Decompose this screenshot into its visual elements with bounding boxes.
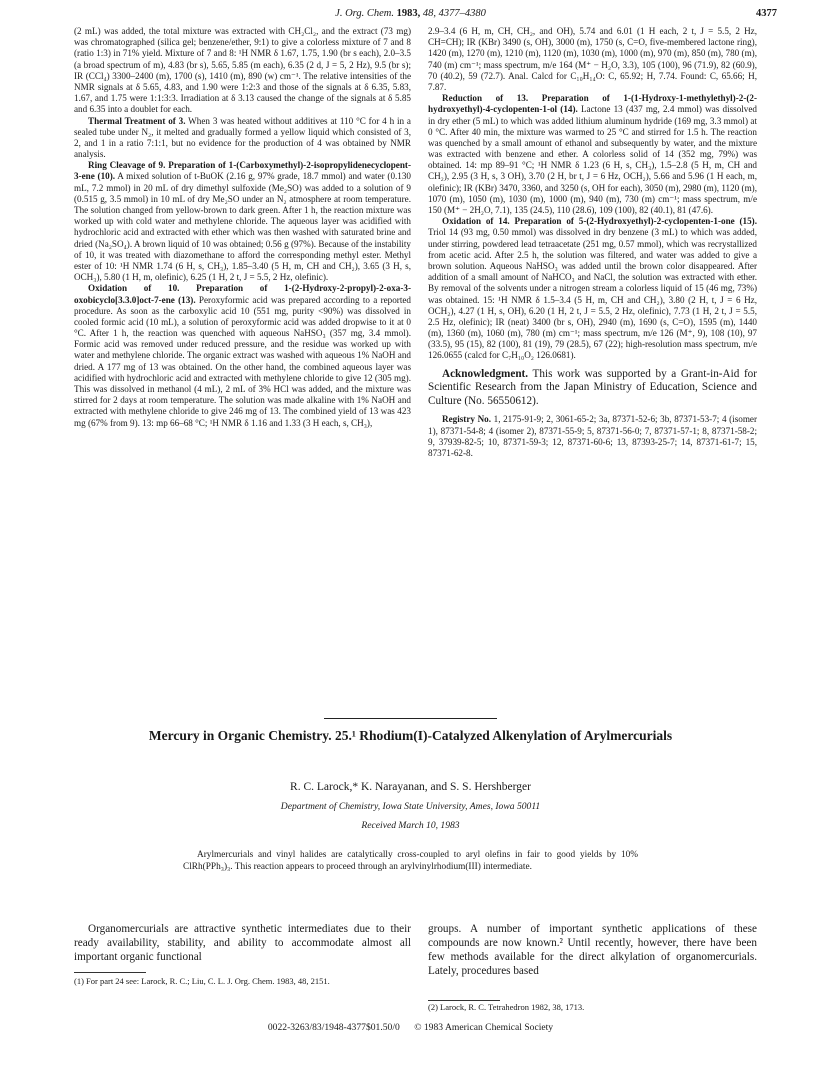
article-affiliation: Department of Chemistry, Iowa State University, Ames, Iowa 50011 — [280, 801, 541, 812]
paragraph-compound-13-data: 2.9–3.4 (6 H, m, CH, CH₂, and OH), 5.74 and 6.01 (1 H each, 2 t, J = 5.5, 2 Hz, CH=CH); IR (KBr) 3490 (s, OH), 3000 (m), 1750 (s, C=O, five-membered lactone ring), 1420 (m), 1270 (m), 1210 (m), 1120 (m), 1030 (m), 1000 (m), 970 (m), 850 (m), 780 (m), 740 (m) cm⁻¹; mass spectrum, m/e 164 (M⁺ − H₂O, 3.3), 105 (100), 96 (71.9), 82 (60.9), 70 (40.2), 59 (72.7). Anal. Calcd for C₁₀H₁₄O: C, 65.92; H, 7.74. Found: C, 65.66; H, 7.87. — [428, 26, 757, 92]
section-heading: Reduction of 13. Preparation of 1-(1-Hydroxy-1-methylethyl)-2-(2-hydroxyethyl)-4-cyclopenten-1-ol (14). — [428, 93, 757, 115]
right-column — [428, 26, 757, 459]
article-code: 0022-3263/83/1948-4377$01.50/0 — [267, 1022, 400, 1033]
copyright-notice: © 1983 American Chemical Society — [414, 1022, 554, 1033]
acknowledgment-text: This work was supported by a Grant-in-Aid for Scientific Research from the Japan Ministry of Education, Science and Culture (No. 56550612). — [428, 367, 757, 407]
paragraph-mixture-7-8: (2 mL) was added, the total mixture was extracted with CH₂Cl₂, and the extract (73 mg) was chromatographed (silica gel; benzene/ether, 9:1) to give a colorless mixture of 7 and 8 (ratio 1:3) in 71% yield. Mixture of 7 and 8: ¹H NMR δ 1.67, 1.75, 1.90 (br s each), 2.0–3.5 (a broad spectrum of m), 4.83 (br s), 5.65, 5.85 (m each), 6.35 (2 d, J = 5, 2 Hz), 9.5 (br s); IR (CCl₄) 3300–2400 (m), 1700 (s), 1410 (m), 890 (w) cm⁻¹. The relative intensities of the NMR signals at δ 5.65, 4.83, and 1.90 were 1:2:3 and those of the signals at δ 6.35, 5.83, 1.67, and 1.75 were 1:1:3:3. Irradiation at δ 3.13 caused the change of the signals at δ 5.85 and 6.35 into a doublet for each. — [74, 26, 411, 115]
paragraph-text: Triol 14 (93 mg, 0.50 mmol) was dissolved in dry benzene (3 mL) to which was added, under stirring, powdered lead tetraacetate (251 mg, 0.57 mmol), which was recrystallized from acetic acid. After 2.5 h, the solution was filtered, and water was added to give a brown solution. Aqueous NaHSO₃ was added until the brown color disappeared. After addition of a small amount of NaHCO₃ and NaCl, the solution was extracted with ether. By removal of the solvents under a nitrogen stream a colorless liquid of 15 (46 mg, 73%) was obtained. 15: ¹H NMR δ 1.5–3.4 (5 H, m, CH and CH₂), 3.80 (2 H, t, J = 6 Hz, OCH₂), 4.27 (1 H, s, OH), 6.20 (1 H, 2 t, J = 5.5, 2 Hz, olefinic), 7.73 (1 H, 2 t, J = 5.5, 2.5 Hz, olefinic); IR (neat) 3400 (br s, OH), 2940 (m), 1690 (s, C=O), 1595 (m), 1440 (m), 1360 (m), 1060 (m), 780 (m) cm⁻¹; mass spectrum, m/e 126 (M⁺, 9), 108 (10), 97 (33.5), 95 (15), 82 (100), 81 (19), 79 (28.5), 67 (22); high-resolution mass spectrum, m/e 126.0655 (calcd for C₇H₁₀O₂ 126.0681). — [428, 227, 757, 361]
paragraph-text: Peroxyformic acid was prepared according to a reported procedure. As soon as the carboxylic acid 10 (551 mg, purity <90%) was dissolved in cooled formic acid (10 mL), a solution of peroxyformic acid was added dropwise to it at 0 °C. After 1 h, the reaction was quenched with aqueous NaHSO₃ (357 mg, 3.4 mmol). Formic acid was removed under reduced pressure, and the residue was worked up with water and methylene chloride. The organic extract was washed with aqueous 1% NaOH and dried. A 177 mg of 13 was obtained. On the other hand, the combined aqueous layer was acidified with hydrochloric acid and extracted with methylene chloride to give 12 (305 mg). This was dissolved in methanol (4 mL), 2 mL of 3% HCl was added, and the mixture was stirred for 2 days at room temperature. The solution was made alkaline with 1% NaOH and extracted with methylene chloride to give 246 mg of 13. The combined yield of 13 was 423 mg (67% from 9). 13: mp 66–68 °C; ¹H NMR δ 1.16 and 1.33 (3 H each, s, CH₃), — [74, 294, 411, 428]
journal-name: J. Org. Chem. — [335, 8, 394, 19]
footnote-1: (1) For part 24 see: Larock, R. C.; Liu, C. L. J. Org. Chem. 1983, 48, 2151. — [74, 976, 330, 986]
article-abstract: Arylmercurials and vinyl halides are catalytically cross-coupled to aryl olefins in fair to good yields by 10% ClRh(PPh₃)₃. This reaction appears to proceed through an arylvinylrhodium(III) intermediate. — [183, 850, 638, 872]
page-number: 4377 — [756, 8, 777, 19]
section-heading: Ring Cleavage of 9. Preparation of 1-(Carboxymethyl)-2-isopropylidenecyclopent-3-ene (10). — [74, 160, 411, 182]
article-authors: R. C. Larock,* K. Narayanan, and S. S. Hershberger — [290, 781, 531, 793]
registry-numbers — [428, 414, 757, 459]
intro-right-column: groups. A number of important synthetic applications of these compounds are now known.² Until recently, however, there have been few methods available for the direct alkylation of organomercurials. Lately, procedures based — [428, 923, 757, 978]
journal-year: 1983, — [396, 8, 421, 19]
section-heading: Oxidation of 10. Preparation of 1-(2-Hydroxy-2-propyl)-2-oxa-3-oxobicyclo[3.3.0]oct-7-ene (13). — [74, 283, 411, 305]
paragraph-ring-cleavage — [74, 160, 411, 283]
paragraph-text: When 3 was heated without additives at 110 °C for 4 h in a sealed tube under N₂, it melted and gradually formed a yellow liquid which consisted of 3, 2, and 1 in a ratio 7:1:1, but no evidence for the production of 4 was obtained by NMR analysis. — [74, 115, 411, 160]
paragraph-oxidation-14 — [428, 216, 757, 361]
paragraph-text: Lactone 13 (437 mg, 2.4 mmol) was dissolved in dry ether (5 mL) to which was added lithium aluminum hydride (169 mg, 3.3 mmol) at 0 °C. After 40 min, the mixture was warmed to 25 °C and stirred for 1.5 h. The reaction was quenched by a small amount of ethanol and subsequently by water, and the mixture was extracted with benzene and ether. A colorless solid of 14 (352 mg, 79%) was obtained. 14: mp 89–91 °C; ¹H NMR δ 1.23 (6 H, s, CH₃), 1.5–2.8 (5 H, m, CH and CH₂), 2.95 (3 H, s, 3 OH), 3.70 (2 H, br t, J = 6 Hz, OCH₂), 5.66 and 5.96 (1 H each, m, olefinic); IR (KBr) 3470, 3360, and 3250 (s, OH for each), 3050 (m), 2980 (m), 1120 (m), 1070 (m), 1050 (m), 1030 (m), 1000 (m), 940 (m), 730 (m) cm⁻¹; mass spectrum, m/e 150 (M⁺ − 2H₂O, 7.1), 135 (24.5), 110 (28.6), 109 (100), 82 (40.1), 81 (47.6). — [428, 104, 757, 215]
registry-heading: Registry No. — [442, 414, 491, 425]
section-heading: Thermal Treatment of 3. — [88, 115, 186, 126]
page-footer — [0, 1022, 821, 1033]
running-head-citation — [0, 8, 821, 19]
registry-text: 1, 2175-91-9; 2, 3061-65-2; 3a, 87371-52-6; 3b, 87371-53-7; 4 (isomer 1), 87371-54-8; 4 (isomer 2), 87371-55-9; 5, 87371-56-0; 7, 87371-57-1; 8, 87371-58-2; 9, 37939-82-5; 10, 87371-59-3; 12, 87371-60-6; 13, 87393-25-7; 14, 87371-61-7; 15, 87371-62-8. — [428, 414, 757, 458]
footnote-2: (2) Larock, R. C. Tetrahedron 1982, 38, 1713. — [428, 1002, 585, 1012]
journal-volume-pages: 48, 4377–4380 — [422, 8, 486, 19]
acknowledgment — [428, 368, 757, 409]
acknowledgment-heading: Acknowledgment. — [442, 367, 529, 380]
paragraph-oxidation-10 — [74, 283, 411, 428]
article-title: Mercury in Organic Chemistry. 25.¹ Rhodium(I)-Catalyzed Alkenylation of Arylmercurials — [148, 728, 673, 743]
running-head — [0, 8, 821, 24]
left-column — [74, 26, 411, 429]
intro-left-column: Organomercurials are attractive synthetic intermediates due to their ready availability, stability, and ability to accommodate almost all important organic functional — [74, 923, 411, 964]
article-received-date: Received March 10, 1983 — [361, 820, 460, 831]
paragraph-reduction-13 — [428, 93, 757, 216]
paragraph-text: A mixed solution of t-BuOK (2.16 g, 97% grade, 18.7 mmol) and water (0.130 mL, 7.2 mmol) in 20 mL of dry dimethyl sulfoxide (Me₂SO) was added to a solution of 9 (0.515 g, 3.5 mmol) in 10 mL of dry Me₂SO under an N₂ atmosphere at room temperature. The solution changed from yellow-brown to dark green. After 1 h, the reaction mixture was worked up with cold water and methylene chloride. The aqueous layer was acidified with hydrochloric acid and extracted with ether which was then washed with saturated brine and dried (Na₂SO₄). A brown liquid of 10 was obtained; 0.56 g (97%). Because of the instability of 10, it was treated with diazomethane to afford the corresponding methyl ester. Methyl ester of 10: ¹H NMR 1.74 (6 H, s, CH₃), 1.85–3.40 (5 H, m, CH and CH₂), 3.65 (3 H, s, OCH₃), 5.80 (1 H, m, olefinic), 6.25 (1 H, 2 t, J = 5.5, 2 Hz, olefinic). — [74, 171, 411, 283]
section-heading: Oxidation of 14. Preparation of 5-(2-Hydroxyethyl)-2-cyclopenten-1-one (15). — [442, 216, 757, 227]
footnote-rule-right — [428, 1000, 500, 1001]
footnote-rule-left — [74, 972, 146, 973]
paragraph-thermal-treatment — [74, 116, 411, 161]
article-divider — [324, 718, 497, 719]
